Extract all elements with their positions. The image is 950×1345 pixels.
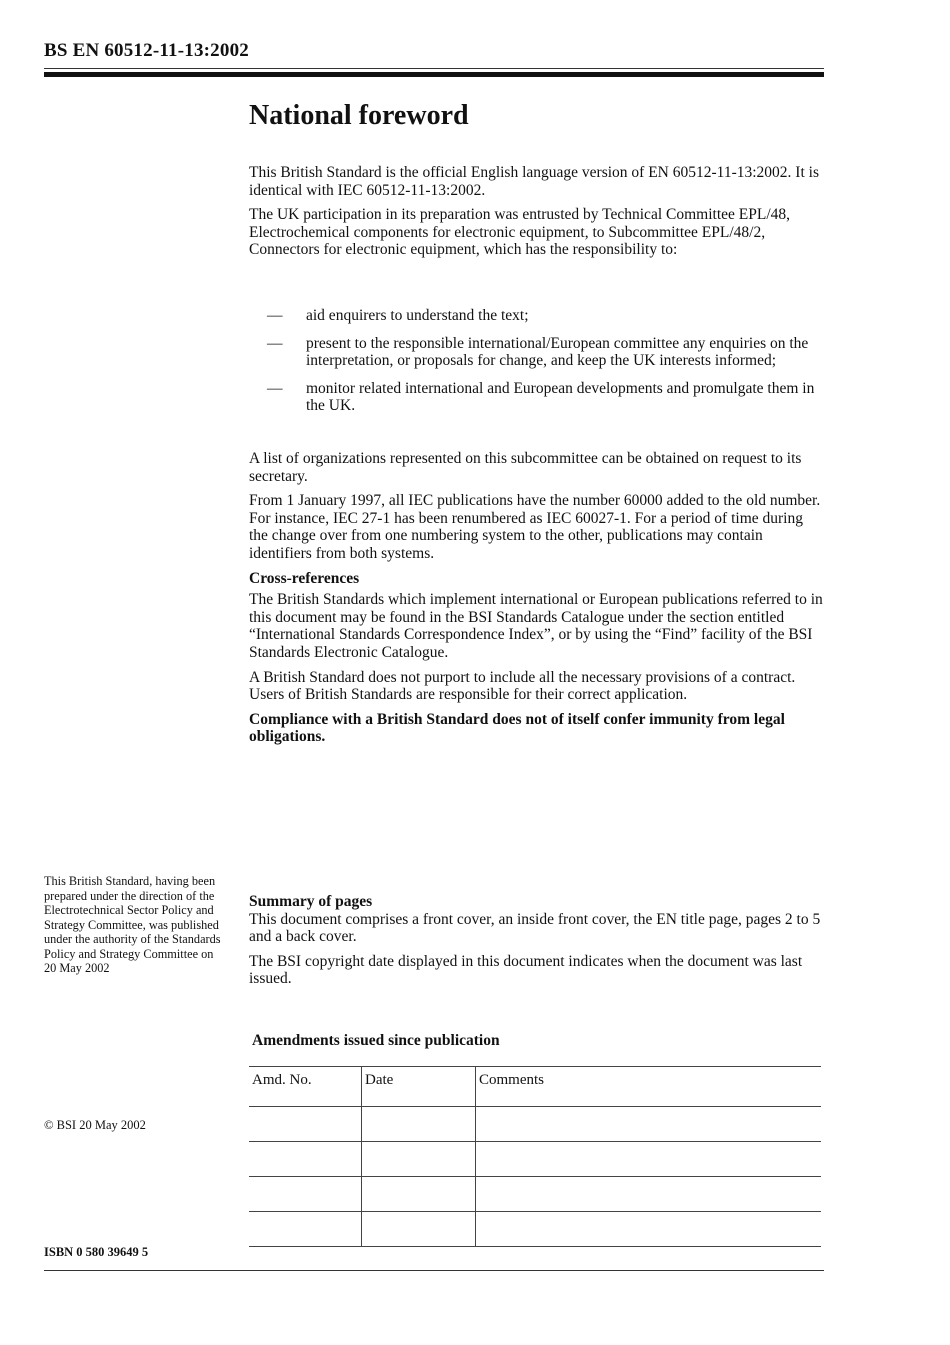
table-row xyxy=(249,1107,821,1142)
table-row xyxy=(249,1177,821,1212)
header-thin-rule xyxy=(44,68,824,69)
table-row xyxy=(249,1142,821,1177)
document-id: BS EN 60512-11-13:2002 xyxy=(44,40,249,61)
cross-references-heading: Cross-references xyxy=(249,569,360,587)
header-thick-rule xyxy=(44,72,824,77)
dash-marker: — xyxy=(267,379,283,397)
list-item xyxy=(249,335,824,370)
body-paragraph: The British Standards which implement international or European publications referred to in this document may be found in the BSI Standards Catalogue under the section entitled “International Standards Correspondence Index”, or by using the “Find” facility of the BSI Standards Electronic Catalogue. xyxy=(249,591,823,661)
table-header-row xyxy=(249,1067,821,1107)
compliance-statement: Compliance with a British Standard does not of itself confer immunity from legal obligations. xyxy=(249,710,785,746)
intro-paragraph: The UK participation in its preparation was entrusted by Technical Committee EPL/48, Electrochemical components for electronic equipment, to Subcommittee EPL/48/2, Connectors for electronic equipment, which has the responsibility to: xyxy=(249,206,790,259)
body-paragraph: From 1 January 1997, all IEC publications have the number 60000 added to the old number. For instance, IEC 27-1 has been renumbered as IEC 60027-1. For a period of time during the change over from one numbering system to the other, publications may contain identifiers from both systems. xyxy=(249,492,821,562)
column-header-comments: Comments xyxy=(476,1067,822,1107)
copyright-notice: © BSI 20 May 2002 xyxy=(44,1118,146,1132)
body-section xyxy=(249,450,824,753)
responsibility-list xyxy=(249,307,824,425)
table-row xyxy=(249,1212,821,1247)
dash-marker: — xyxy=(267,334,283,352)
body-paragraph: A list of organizations represented on this subcommittee can be obtained on request to its secretary. xyxy=(249,450,802,485)
intro-section xyxy=(249,164,824,266)
column-header-amd-no: Amd. No. xyxy=(249,1067,362,1107)
amendments-table xyxy=(249,1066,821,1247)
page-title: National foreword xyxy=(249,100,469,131)
body-paragraph: A British Standard does not purport to include all the necessary provisions of a contract. Users of British Standards are responsible for their correct application. xyxy=(249,668,796,704)
summary-paragraph: The BSI copyright date displayed in this document indicates when the document was last issued. xyxy=(249,952,803,988)
dash-marker: — xyxy=(267,307,283,324)
list-item-text: aid enquirers to understand the text; xyxy=(306,307,529,324)
summary-heading: Summary of pages xyxy=(249,893,373,910)
list-item-text: present to the responsible international/European committee any enquiries on the interpretation, or proposals for change, and keep the UK interests informed; xyxy=(306,334,809,370)
list-item-text: monitor related international and European developments and promulgate them in the UK. xyxy=(306,379,815,415)
list-item xyxy=(249,307,824,325)
intro-paragraph: This British Standard is the official English language version of EN 60512-11-13:2002. It is identical with IEC 60512-11-13:2002. xyxy=(249,164,819,199)
footer-rule xyxy=(44,1270,824,1271)
column-header-date: Date xyxy=(362,1067,476,1107)
summary-paragraph: This document comprises a front cover, an inside front cover, the EN title page, pages 2 to 5 and a back cover. xyxy=(249,910,821,946)
isbn: ISBN 0 580 39649 5 xyxy=(44,1245,149,1259)
amendments-title: Amendments issued since publication xyxy=(252,1032,500,1049)
sidebar-publication-note: This British Standard, having been prepared under the direction of the Electrotechnical Sector Policy and Strategy Committee, was published under the authority of the Standards Policy and Strategy Committee on 20 May 2002 xyxy=(44,874,221,975)
list-item xyxy=(249,380,824,415)
summary-section xyxy=(249,893,824,995)
